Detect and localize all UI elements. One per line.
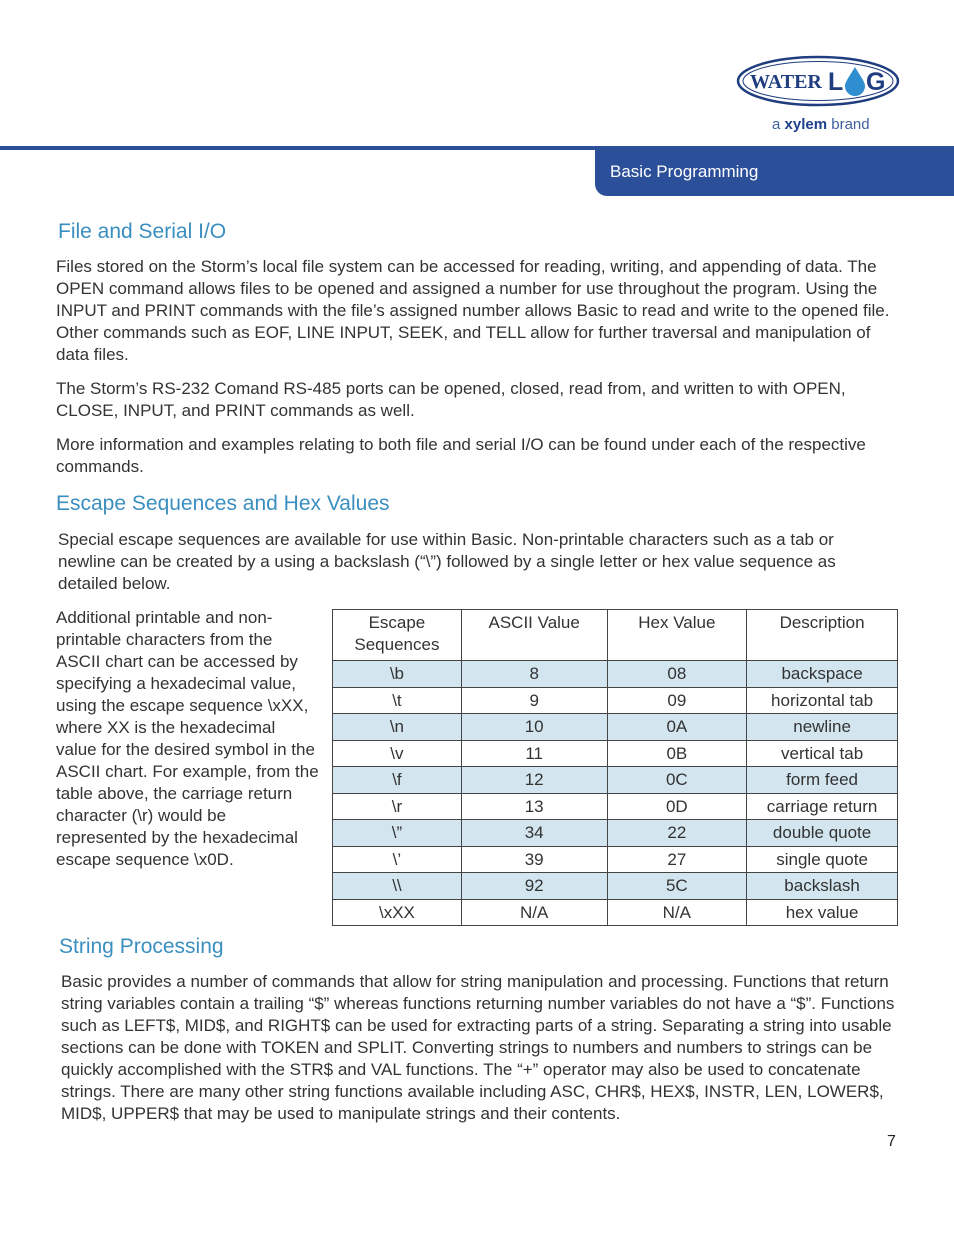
cell-escape: \b [333,661,462,688]
table-row [333,846,898,873]
escape-side-paragraph: Additional printable and non-printable characters from the ASCII chart can be accessed by specifying a hexadecimal value, using the escape sequence \xXX, where XX is the hexadecimal value for the desired symbol in the ASCII chart. For example, from the table above, the carriage return character (\r) would be represented by the hexadecimal escape sequence \x0D. [56,608,319,869]
cell-description: hex value [747,899,898,926]
cell-escape: \\ [333,873,462,900]
cell-escape: \f [333,767,462,794]
cell-escape: \xXX [333,899,462,926]
cell-description: carriage return [747,793,898,820]
string-processing-heading: String Processing [59,935,224,958]
table-row [333,793,898,820]
file-serial-paragraph-3: More information and examples relating to both file and serial I/O can be found under each of the respective commands. [56,435,866,476]
cell-description: newline [747,714,898,741]
cell-ascii: 12 [461,767,607,794]
cell-description: horizontal tab [747,687,898,714]
cell-hex: 27 [607,846,747,873]
cell-escape: \r [333,793,462,820]
cell-ascii: 34 [461,820,607,847]
cell-escape: \v [333,740,462,767]
cell-ascii: 9 [461,687,607,714]
escape-sequences-heading: Escape Sequences and Hex Values [56,492,390,515]
table-row [333,661,898,688]
brand-name: xylem [784,116,828,133]
cell-ascii: N/A [461,899,607,926]
cell-description: vertical tab [747,740,898,767]
table-row [333,687,898,714]
water-drop-icon [845,67,865,96]
cell-hex: 5C [607,873,747,900]
escape-sequence-table [332,609,898,926]
logo-l-text: L [828,68,844,96]
cell-description: double quote [747,820,898,847]
cell-hex: 08 [607,661,747,688]
file-serial-heading: File and Serial I/O [58,220,227,243]
brand-tagline [772,116,870,133]
cell-hex: N/A [607,899,747,926]
cell-hex: 09 [607,687,747,714]
table-row [333,767,898,794]
header-hex-value: Hex Value [607,610,747,661]
waterlog-logo [736,55,900,107]
section-tab: Basic Programming [595,148,954,196]
cell-escape: \’ [333,846,462,873]
brand-prefix: a [772,116,781,133]
cell-escape: \n [333,714,462,741]
cell-ascii: 8 [461,661,607,688]
cell-hex: 0B [607,740,747,767]
cell-ascii: 11 [461,740,607,767]
logo-water-text: WATER [750,71,822,93]
cell-ascii: 92 [461,873,607,900]
cell-hex: 0C [607,767,747,794]
cell-hex: 22 [607,820,747,847]
table-row [333,714,898,741]
header-description: Description [747,610,898,661]
string-processing-paragraph: Basic provides a number of commands that allow for string manipulation and processing. Functions that return string variables contain a trailing “$” whereas functions returning number variables do not have a “$”. Functions such as LEFT$, MID$, and RIGHT$ can be used for extracting parts of a string. Separating a string into usable sections can be done with TOKEN and SPLIT. Converting strings to numbers and numbers to strings can be quickly accomplished with the STR$ and VAL functions. The “+” operator may also be used to concatenate strings. There are many other string functions available including ASC, CHR$, HEX$, INSTR, LEN, LOWER$, MID$, UPPER$ that may be used to manipulate strings and their contents. [61,972,895,1123]
cell-escape: \” [333,820,462,847]
cell-description: form feed [747,767,898,794]
cell-ascii: 39 [461,846,607,873]
cell-description: single quote [747,846,898,873]
cell-description: backspace [747,661,898,688]
table-row [333,873,898,900]
cell-description: backslash [747,873,898,900]
cell-ascii: 13 [461,793,607,820]
file-serial-paragraph-1: Files stored on the Storm’s local file system can be accessed for reading, writing, and appending of data. The OPEN command allows files to be opened and assigned a number for use throughout the program. Using the INPUT and PRINT commands with the file’s assigned number allows Basic to read and write to the opened file. Other commands such as EOF, LINE INPUT, SEEK, and TELL allow for further traversal and manipulation of data files. [56,257,890,364]
cell-hex: 0A [607,714,747,741]
page-number: 7 [887,1133,896,1150]
table-row [333,740,898,767]
header-escape-sequences: Escape Sequences [333,610,462,661]
cell-escape: \t [333,687,462,714]
table-header-row [333,610,898,661]
brand-suffix: brand [831,116,870,133]
file-serial-paragraph-2: The Storm’s RS-232 Comand RS-485 ports can be opened, closed, read from, and written to with OPEN, CLOSE, INPUT, and PRINT commands as well. [56,379,846,420]
cell-hex: 0D [607,793,747,820]
cell-ascii: 10 [461,714,607,741]
escape-intro-paragraph: Special escape sequences are available for use within Basic. Non-printable characters such as a tab or newline can be created by a using a backslash (“\”) followed by a single letter or hex value sequence as detailed below. [58,530,836,593]
logo-g-text: G [866,68,886,96]
table-row [333,899,898,926]
table-row [333,820,898,847]
header-ascii-value: ASCII Value [461,610,607,661]
